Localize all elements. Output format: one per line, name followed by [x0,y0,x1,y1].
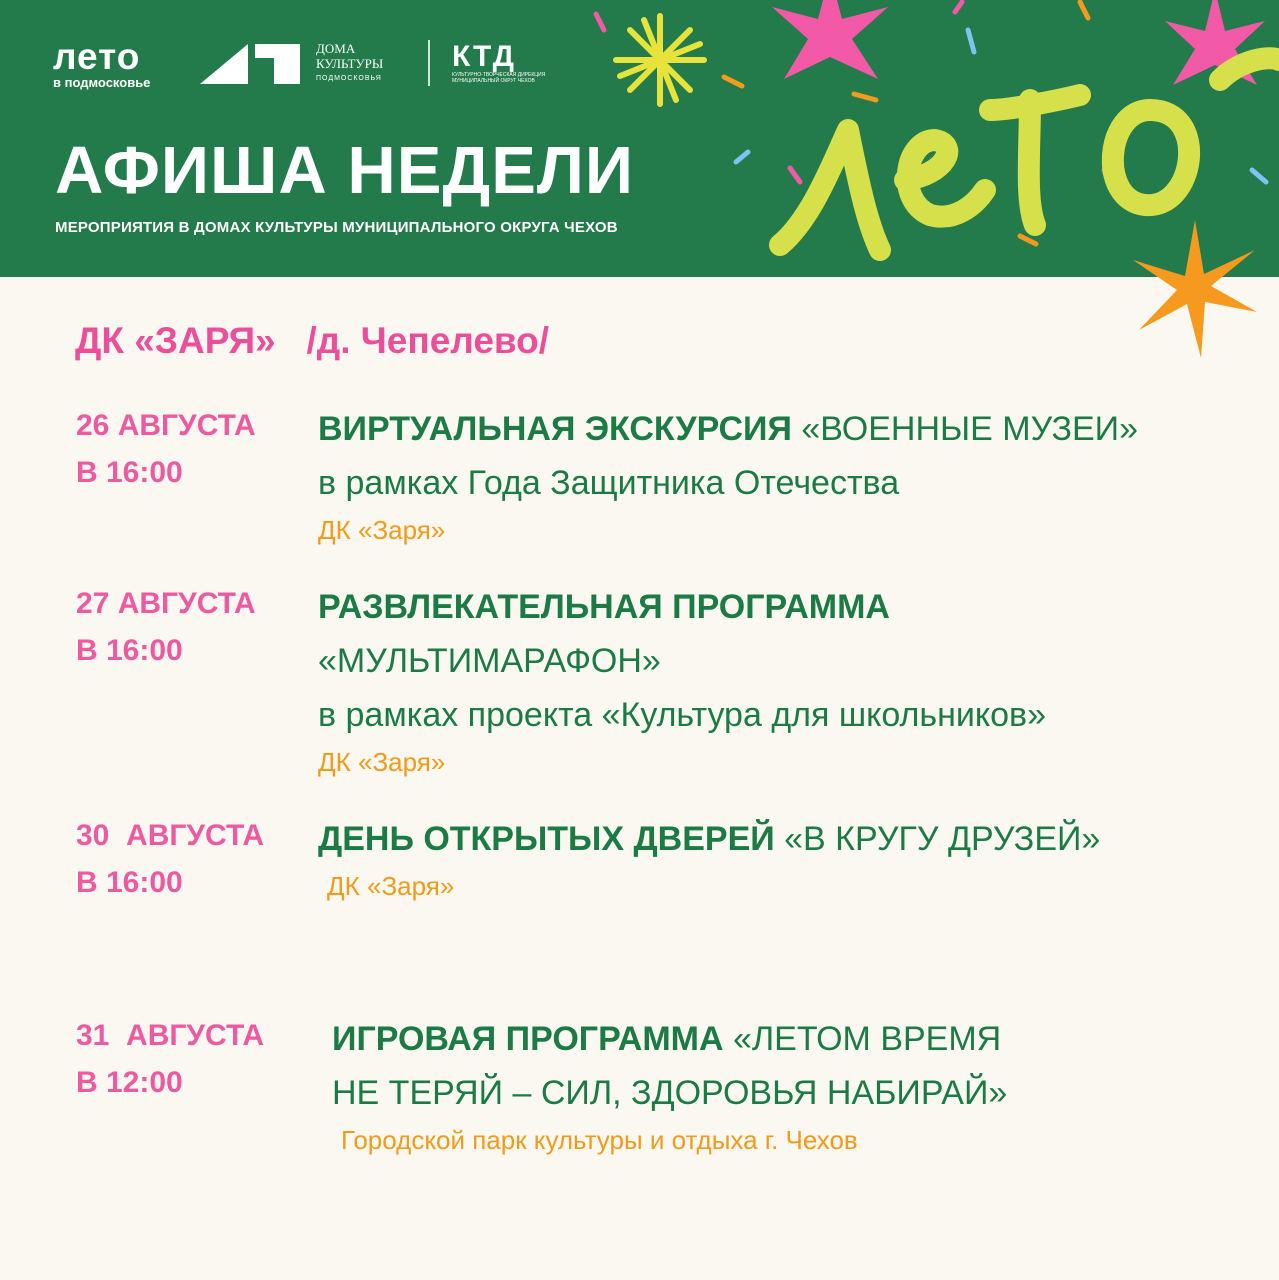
event-description: в рамках Года Защитника Отечества [318,464,900,502]
event-title-rest: «МУЛЬТИМАРАФОН» [318,642,661,680]
event-title-bold: ИГРОВАЯ ПРОГРАММА [332,1020,724,1058]
dk-logo-line1: ДОМА [316,41,356,56]
event-title-bold: РАЗВЛЕКАТЕЛЬНАЯ ПРОГРАММА [318,588,890,626]
event-place: ДК «Заря» [318,747,446,777]
event-time: В 16:00 [76,866,183,899]
event-date: 27 АВГУСТА [76,587,256,620]
event-title [318,812,1248,866]
dk-logo-text [316,41,383,86]
ktd-logo [452,42,552,84]
event-title-bold: ВИРТУАЛЬНАЯ ЭКСКУРСИЯ [318,410,792,448]
event-place: ДК «Заря» [327,871,455,901]
event-time: В 12:00 [76,1066,183,1099]
event-details [318,580,1248,782]
dk-logo-sub: ПОДМОСКОВЬЯ [316,75,382,82]
venue-location: /д. Чепелево/ [306,320,550,361]
venue-heading [75,318,549,364]
event-title-bold: ДЕНЬ ОТКРЫТЫХ ДВЕРЕЙ [318,820,775,858]
ktd-logo-mark: КТД [452,40,517,73]
event-details [332,1012,1262,1160]
event-title [332,1012,1262,1066]
event-date: 31 АВГУСТА [76,1019,265,1052]
event-description: в рамках проекта «Культура для школьников» [318,696,1047,734]
dk-logo-icon [200,40,305,86]
leto-logo-subtext: в подмосковье [53,75,151,90]
page-title: АФИША НЕДЕЛИ [55,133,635,208]
event-time: В 16:00 [76,634,183,667]
logo-divider [428,40,430,86]
leto-logo-text: лето [53,36,141,77]
leto-logo [53,38,150,90]
event-datetime [76,580,296,674]
event-date: 26 АВГУСТА [76,409,256,442]
dk-logo-line2: КУЛЬТУРЫ [316,56,384,71]
event-title-rest: «ЛЕТОМ ВРЕМЯ [723,1020,1002,1058]
event-place: Городской парк культуры и отдыха г. Чехов [341,1125,858,1155]
event-title-rest: «ВОЕННЫЕ МУЗЕИ» [791,410,1138,448]
event-time: В 16:00 [76,456,183,489]
event-details [318,402,1248,550]
event-details [318,812,1248,906]
event-title-line2: НЕ ТЕРЯЙ – СИЛ, ЗДОРОВЬЯ НАБИРАЙ» [332,1074,1008,1112]
event-date: 30 АВГУСТА [76,819,265,852]
event-place: ДК «Заря» [318,515,446,545]
event-datetime [76,1012,296,1106]
event-title-rest: «В КРУГУ ДРУЗЕЙ» [774,820,1101,858]
ktd-logo-sub: КУЛЬТУРНО-ТВОРЧЕСКАЯ ДИРЕКЦИЯ МУНИЦИПАЛЬНЫЙ ОКРУГ ЧЕХОВ [452,72,546,84]
event-title [318,402,1248,456]
venue-name: ДК «ЗАРЯ» [75,320,276,361]
page-subtitle: МЕРОПРИЯТИЯ В ДОМАХ КУЛЬТУРЫ МУНИЦИПАЛЬНОГО ОКРУГА ЧЕХОВ [55,219,618,236]
event-datetime [76,402,296,496]
header-banner [0,0,1279,277]
event-datetime [76,812,296,906]
